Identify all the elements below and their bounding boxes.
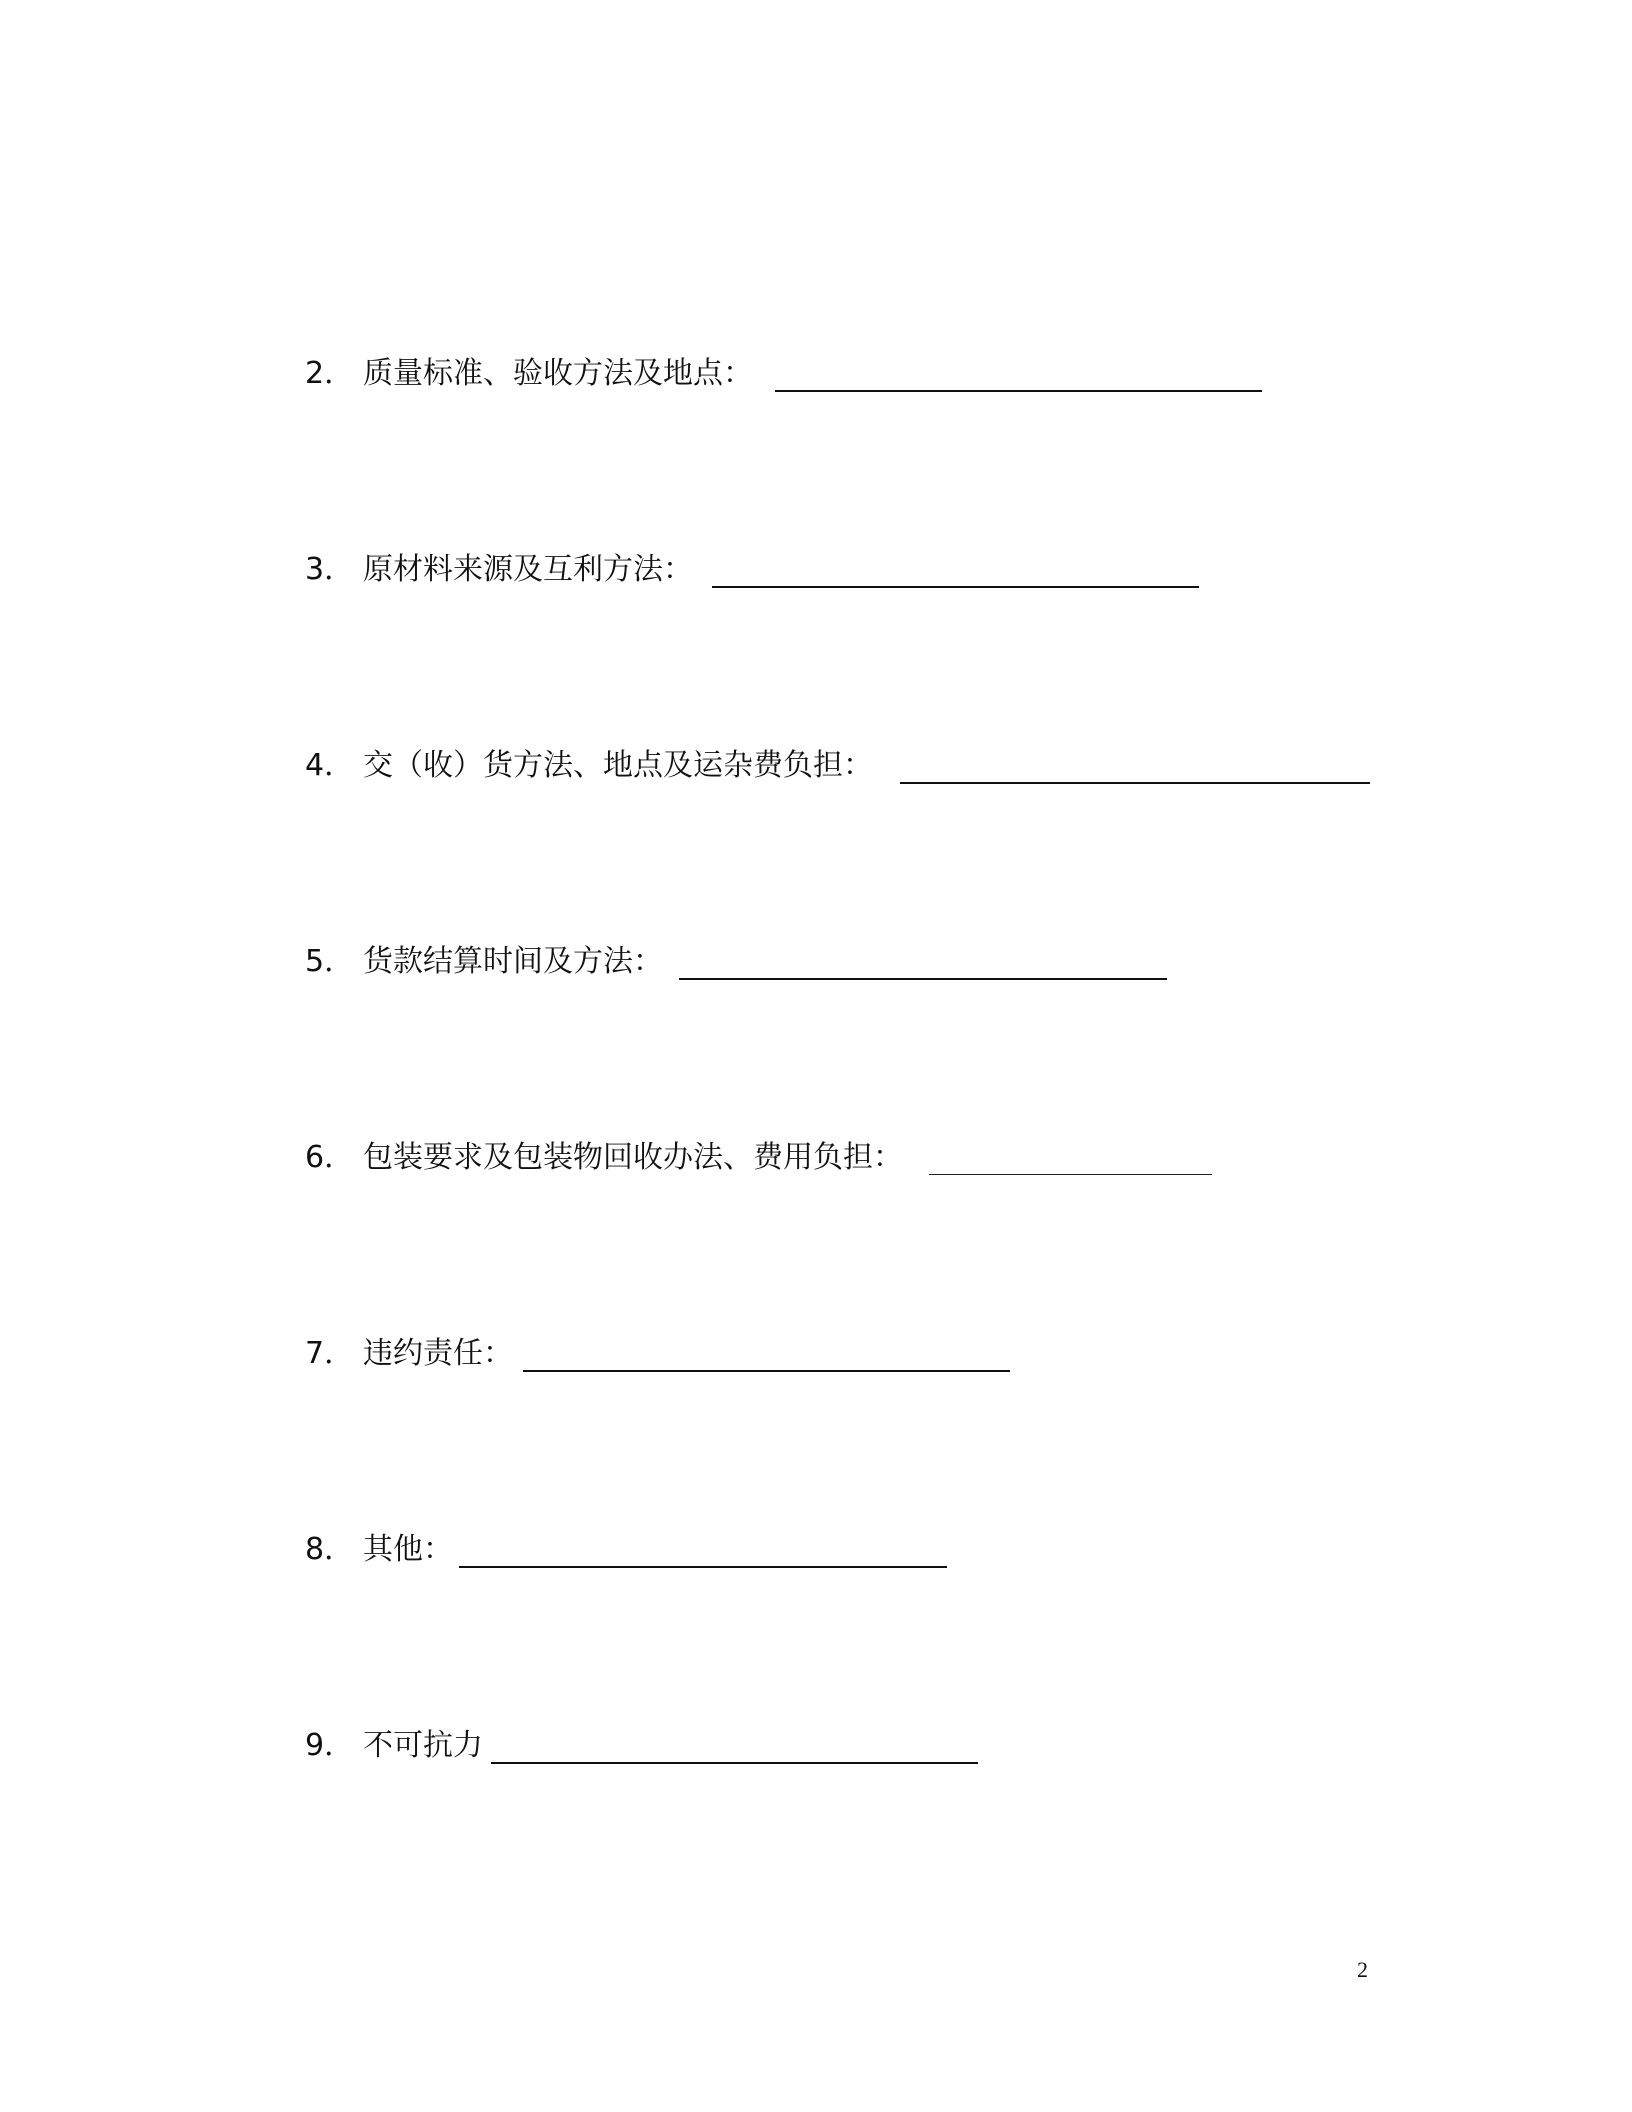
fill-in-blank-line[interactable] <box>523 1370 1010 1372</box>
clause-number: 9． <box>305 1728 355 1763</box>
clause-packaging <box>0 1134 1632 1194</box>
fill-in-blank-line[interactable] <box>712 586 1199 588</box>
clause-number: 7． <box>305 1336 355 1371</box>
clause-label: 其他： <box>363 1532 453 1567</box>
clause-force-majeure <box>0 1722 1632 1782</box>
clause-number: 3． <box>305 552 355 587</box>
clause-number: 5． <box>305 944 355 979</box>
clause-label: 原材料来源及互利方法： <box>363 552 693 587</box>
clause-liability <box>0 1330 1632 1390</box>
fill-in-blank-line[interactable] <box>459 1566 947 1568</box>
clause-payment <box>0 938 1632 998</box>
clause-label: 违约责任： <box>363 1336 513 1371</box>
clause-number: 8． <box>305 1532 355 1567</box>
clause-label: 不可抗力 <box>363 1728 483 1763</box>
page-number: 2 <box>1357 1957 1368 1982</box>
clause-label: 交（收）货方法、地点及运杂费负担： <box>363 748 873 783</box>
clause-quality-standard <box>0 350 1632 410</box>
clause-number: 2． <box>305 356 355 391</box>
clause-other <box>0 1526 1632 1586</box>
fill-in-blank-line[interactable] <box>775 390 1262 392</box>
clause-delivery <box>0 742 1632 802</box>
clause-label: 质量标准、验收方法及地点： <box>363 356 753 391</box>
clause-raw-materials <box>0 546 1632 606</box>
clause-label: 货款结算时间及方法： <box>363 944 663 979</box>
fill-in-blank-line[interactable] <box>491 1762 978 1764</box>
fill-in-blank-line[interactable] <box>900 782 1370 784</box>
clause-number: 4． <box>305 748 355 783</box>
fill-in-blank-line[interactable] <box>929 1174 1212 1175</box>
fill-in-blank-line[interactable] <box>679 978 1167 980</box>
clause-label: 包装要求及包装物回收办法、费用负担： <box>363 1140 903 1175</box>
clause-number: 6． <box>305 1140 355 1175</box>
